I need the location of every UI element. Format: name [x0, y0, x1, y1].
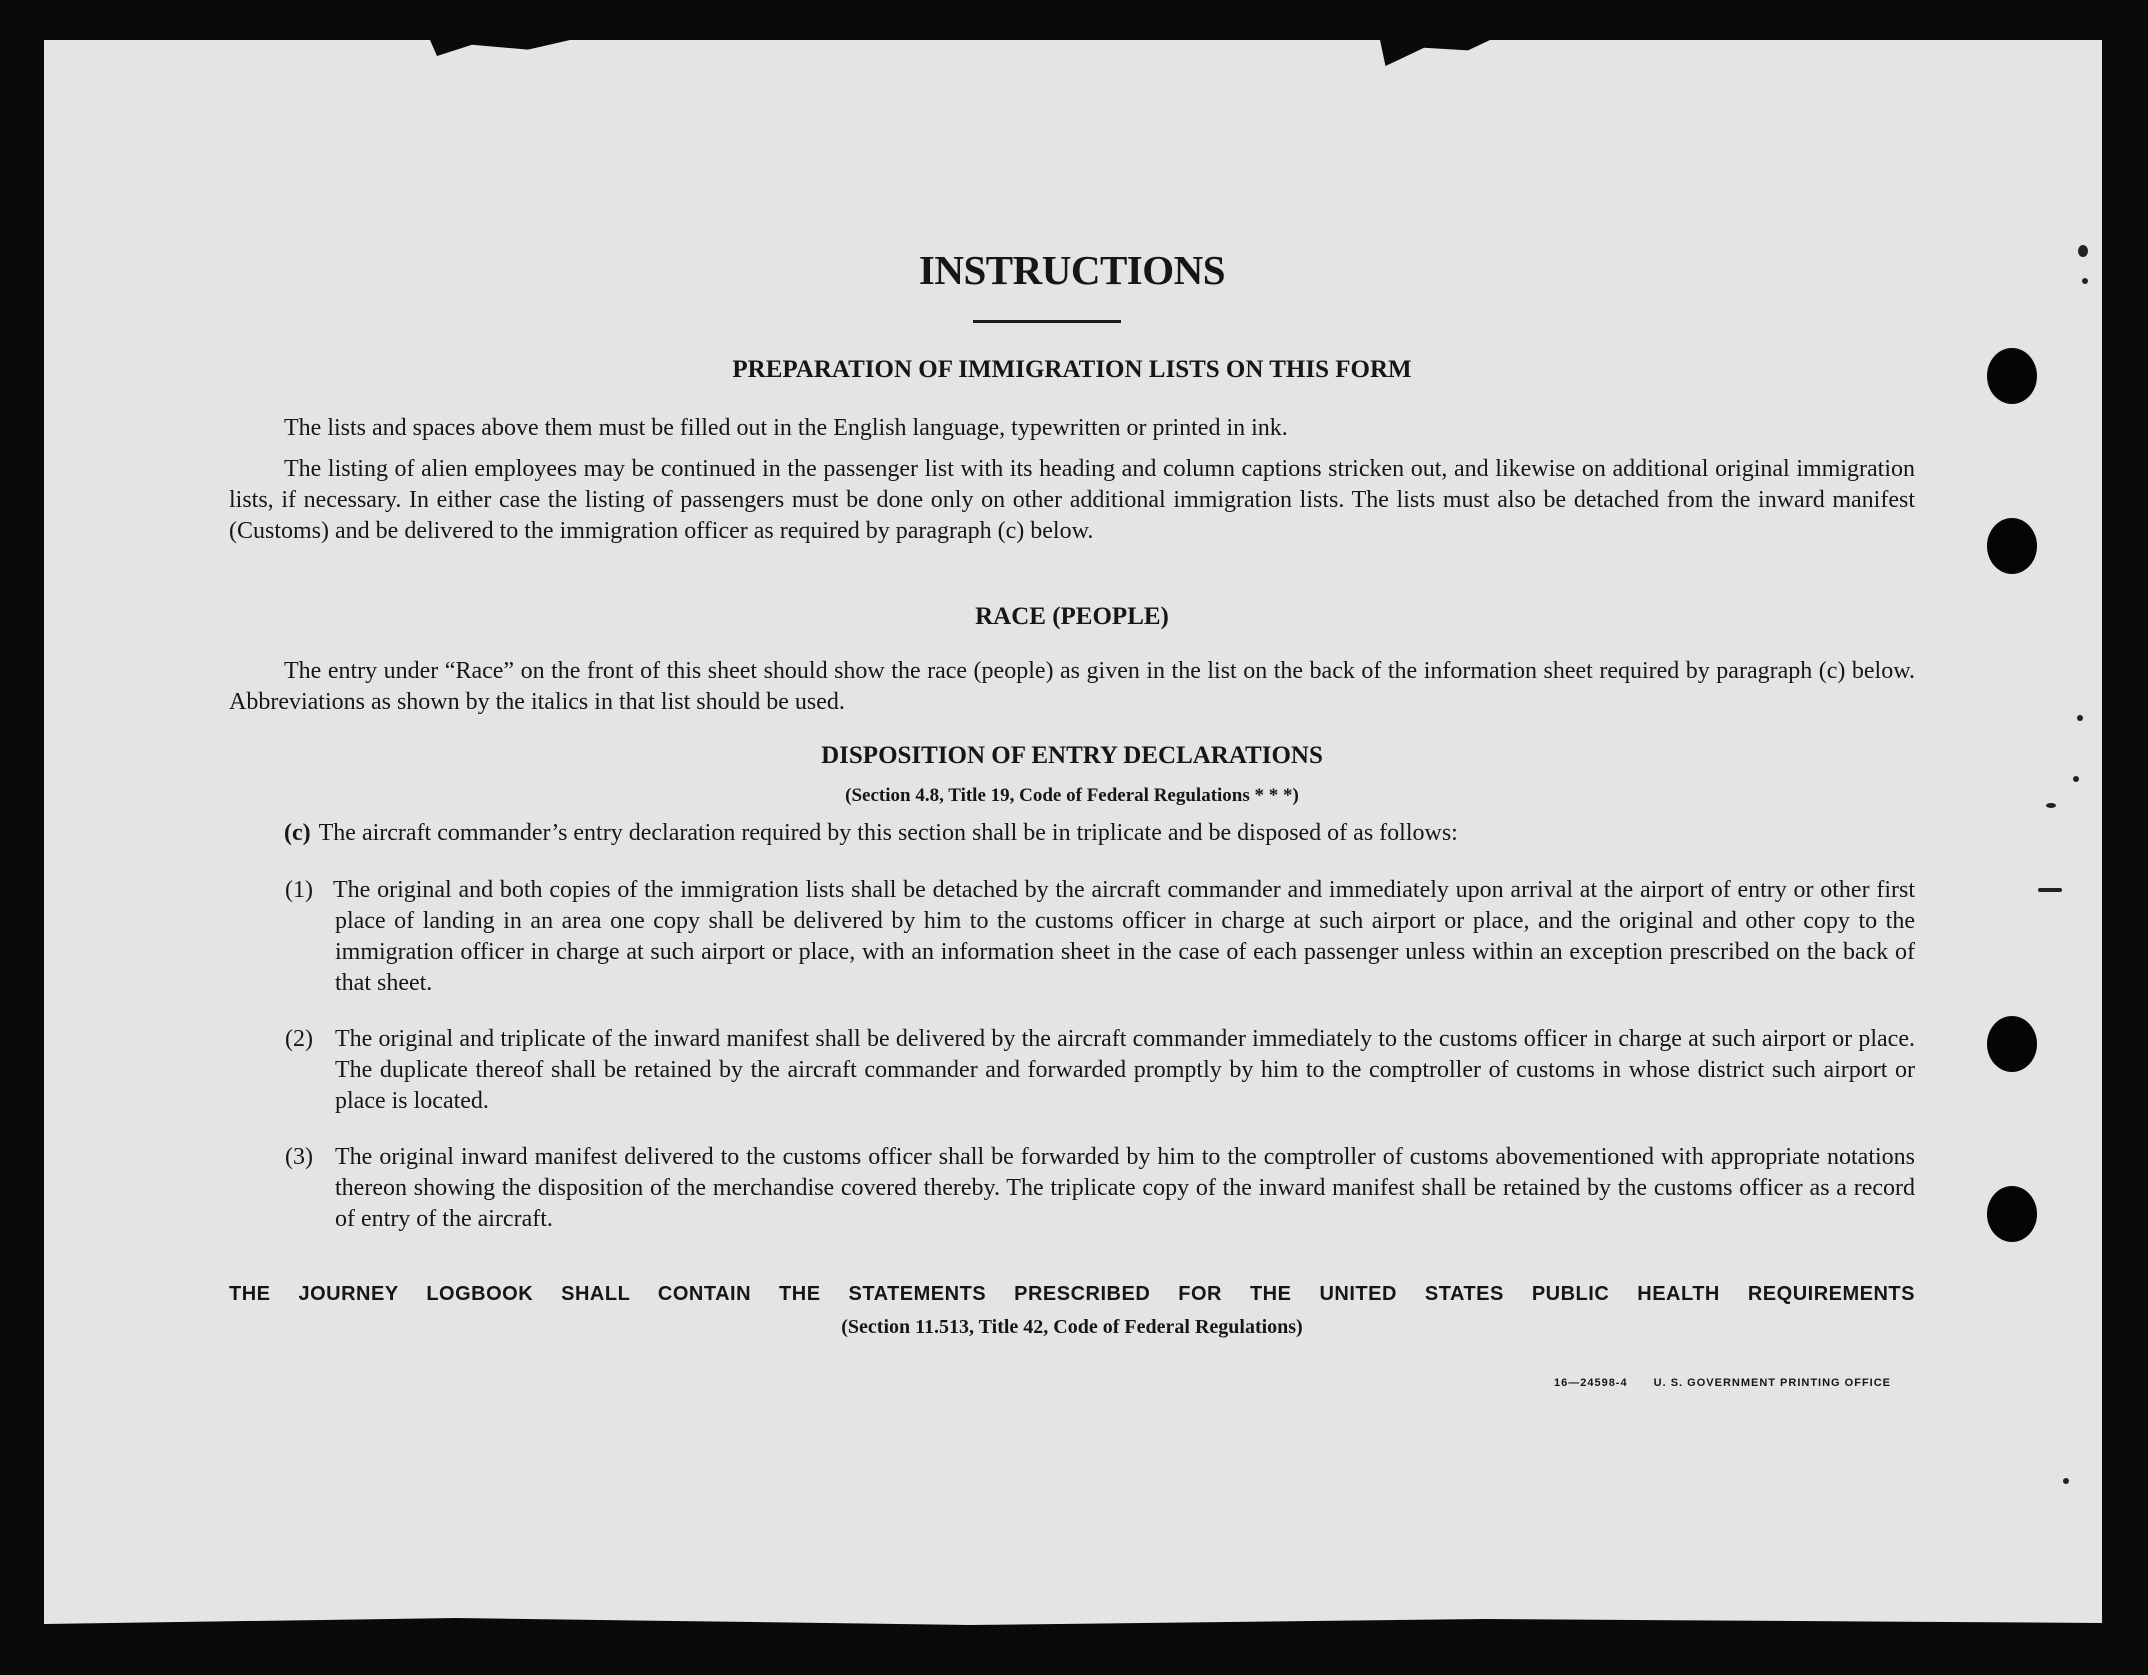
race-paragraph: The entry under “Race” on the front of this sheet should show the race (people) as given in the list on the back of the information sheet required by paragraph (c) below. Abbreviations as shown by the italics in that list should be used.	[229, 658, 1915, 715]
preparation-paragraph-1: The lists and spaces above them must be filled out in the English language, typewritten or printed in ink.	[284, 415, 1288, 441]
printer-name: U. S. GOVERNMENT PRINTING OFFICE	[1653, 1377, 1891, 1389]
disposition-clause	[284, 818, 1914, 849]
health-requirements-statement: THE JOURNEY LOGBOOK SHALL CONTAIN THE STATEMENTS PRESCRIBED FOR THE UNITED STATES PUBLIC HEALTH REQUIREMENTS	[229, 1283, 1915, 1305]
list-item	[285, 875, 1915, 999]
item-text: The original and triplicate of the inward manifest shall be delivered by the aircraft commander immediately to the customs officer in charge at such airport or place. The duplicate thereof shall be retained by the aircraft commander and forwarded promptly by him to the comptroller of customs in whose district such airport or place is located.	[335, 1026, 1915, 1114]
disposition-citation: (Section 4.8, Title 19, Code of Federal Regulations * * *)	[845, 785, 1299, 806]
item-text: The original and both copies of the immigration lists shall be detached by the aircraft commander and immediately upon arrival at the airport of entry or other first place of landing in an area one copy shall be delivered by him to the customs officer in charge at such airport or place, and the original and other copy to the immigration officer in charge at such airport or place, with an information sheet in the case of each passenger unless within an exception prescribed on the back of that sheet.	[333, 877, 1915, 996]
binder-hole	[1987, 1016, 2037, 1072]
section-heading-preparation: PREPARATION OF IMMIGRATION LISTS ON THIS FORM	[732, 356, 1412, 383]
binder-hole	[1987, 518, 2037, 574]
health-requirements-citation: (Section 11.513, Title 42, Code of Federal Regulations)	[841, 1316, 1303, 1338]
speck-mark	[2038, 888, 2062, 892]
section-heading-race: RACE (PEOPLE)	[975, 603, 1169, 630]
list-item	[285, 1024, 1915, 1117]
clause-label: (c)	[284, 820, 311, 846]
printer-imprint	[1554, 1377, 1891, 1389]
section-heading-disposition: DISPOSITION OF ENTRY DECLARATIONS	[821, 742, 1323, 769]
preparation-paragraph-2: The listing of alien employees may be continued in the passenger list with its heading and column captions stricken out, and likewise on additional original immigration lists, if necessary. In either case the listing of passengers must be done only on other additional immigration lists. The lists must also be detached from the inward manifest (Customs) and be delivered to the immigration officer as required by paragraph (c) below.	[229, 456, 1915, 544]
item-number: (1)	[285, 877, 313, 903]
title-underline	[973, 320, 1121, 323]
clause-text: The aircraft commander’s entry declaration required by this section shall be in triplicate and be disposed of as follows:	[318, 820, 1458, 846]
speck-mark	[2073, 776, 2079, 782]
item-number: (2)	[285, 1026, 313, 1052]
speck-mark	[2046, 803, 2056, 808]
speck-mark	[2078, 245, 2088, 257]
page-title: INSTRUCTIONS	[918, 247, 1226, 293]
speck-mark	[2077, 715, 2083, 721]
speck-mark	[2082, 278, 2088, 284]
binder-hole	[1987, 1186, 2037, 1242]
form-number: 16—24598-4	[1553, 1377, 1628, 1389]
item-text: The original inward manifest delivered to the customs officer shall be forwarded by him to the comptroller of customs abovementioned with appropriate notations thereon showing the disposition of the merchandise covered thereby. The triplicate copy of the inward manifest shall be retained by the customs officer as a record of entry of the aircraft.	[335, 1144, 1915, 1232]
list-item	[285, 1142, 1915, 1235]
speck-mark	[2063, 1478, 2069, 1484]
binder-hole	[1987, 348, 2037, 404]
item-number: (3)	[285, 1144, 313, 1170]
